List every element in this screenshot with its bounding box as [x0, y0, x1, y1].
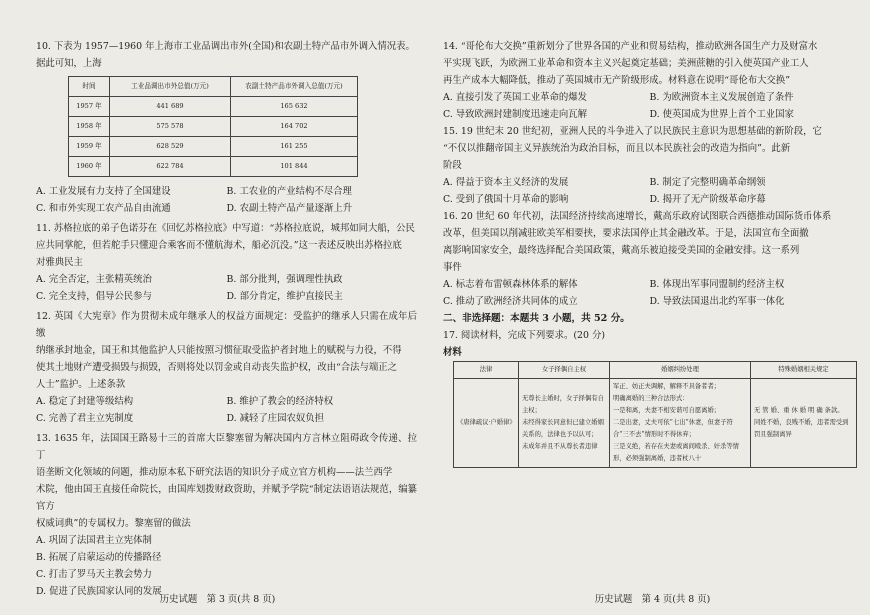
option-a[interactable]: A. 直接引发了英国工业革命的爆发 [443, 92, 587, 103]
table-cell: 无尊长主婚时，女子择偶有自主权； 未经得家长同意但已建立婚姻关系的，法律也予以认可； 未成年并且不从尊长者违律 [519, 379, 610, 468]
question-text: 使其土地财产遭受损毁与损毁，否则将处以罚金或自动丧失监护权，改由“合法与端正之 [36, 362, 398, 373]
question-text: 权威词典”的专属权力。黎塞留的做法 [36, 518, 191, 529]
option-a[interactable]: A. 完全否定，主张精英统治 [36, 274, 152, 285]
question-text: “不仅以推翻帝国主义异族统治为政治目标，而且以本民族社会的改造为指向”。此新 [443, 143, 791, 154]
question-text: 13. 1635 年，法国国王路易十三的首席大臣黎塞留为解决国内方言林立阻碍政令传递、拉丁 [36, 433, 417, 461]
exam-page-4 [435, 0, 870, 615]
question-text: 术院，他由国王直接任命院长，由国库划拨财政资助，并赋予学院“制定法语语法规范，编纂官方 [36, 484, 417, 512]
option-d[interactable]: D. 揭开了无产阶级革命序幕 [649, 194, 766, 205]
table-cell: 1960 年 [69, 157, 110, 177]
question-text: 应共同掌舵，但若舵手只懂迎合乘客而不懂航海术，船必沉没。”这一表述反映出苏格拉底 [36, 240, 402, 251]
option-c[interactable]: C. 导致欧洲封建制度迅速走向瓦解 [443, 109, 588, 120]
option-b[interactable]: B. 工农业的产业结构不尽合理 [226, 186, 352, 197]
question-text: 事件 [443, 262, 462, 273]
table-cell: 622 784 [110, 157, 231, 177]
option-a[interactable]: A. 稳定了封建等级结构 [36, 396, 134, 407]
option-c[interactable]: C. 和市外实现工农产品自由流通 [36, 203, 171, 214]
question-10-options [36, 183, 417, 217]
question-text: 阶段 [443, 160, 462, 171]
option-c[interactable]: C. 完全支持，倡导公民参与 [36, 291, 152, 302]
question-text: 11. 苏格拉底的弟子色诺芬在《回忆苏格拉底》中写道：“苏格拉底说，城邦如同大船，公民 [36, 223, 415, 234]
option-d[interactable]: D. 促进了民族国家认同的发展 [36, 586, 162, 597]
question-text: 平实现飞跃，为欧洲工业革命和资本主义兴起奠定基础；美洲蔗糖的引入使英国产业工人 [443, 58, 809, 69]
table-row [454, 379, 857, 468]
industry-table [68, 76, 358, 177]
section-heading: 二、非选择题：本题共 3 小题，共 52 分。 [443, 313, 630, 324]
option-c[interactable]: C. 打击了罗马天主教会势力 [36, 569, 152, 580]
law-name: 《唐律疏议·户婚律》 [454, 379, 519, 468]
table-header: 婚姻纠纷处理 [610, 362, 751, 379]
question-11 [36, 220, 417, 271]
question-text: 12. 英国《大宪章》作为贯彻未成年继承人的权益方面规定：受监护的继承人只需在成年后缴 [36, 311, 417, 339]
question-text: 纳继承封地金，国王和其他监护人只能按照习惯征取受监护者封地上的赋税与力役，不得 [36, 345, 402, 356]
option-b[interactable]: B. 体现出军事同盟制约经济主权 [649, 279, 785, 290]
table-cell: 628 529 [110, 137, 231, 157]
question-13 [36, 430, 417, 532]
table-cell: 161 255 [231, 137, 358, 157]
option-a[interactable]: A. 工业发展有力支持了全国建设 [36, 186, 171, 197]
table-cell: 无 管 婚、重 休 婚 明 确 条款。 同姓不婚，良贱不婚，违者需受到罚且强制离异 [751, 379, 857, 468]
table-header: 农副土特产品市外调入总值(万元) [231, 77, 358, 97]
table-cell: 164 702 [231, 117, 358, 137]
table-cell: 101 844 [231, 157, 358, 177]
question-text: 15. 19 世纪末 20 世纪初，亚洲人民的斗争进入了以民族民主意识为思想基础的新阶段，它 [443, 126, 822, 137]
question-15 [443, 123, 856, 174]
question-text: 14. “哥伦布大交换”重新划分了世界各国的产业和贸易结构，推动欧洲各国生产力及财富水 [443, 41, 818, 52]
option-d[interactable]: D. 减轻了庄园农奴负担 [226, 413, 325, 424]
table-header: 工业品调出市外总值(万元) [110, 77, 231, 97]
table-header: 法律 [454, 362, 519, 379]
question-text: 改革，但美国以削减驻欧美军相要挟，要求法国停止其金融改革。于是，法国宣布全面撤 [443, 228, 809, 239]
option-c[interactable]: C. 完善了君主立宪制度 [36, 413, 134, 424]
table-row [69, 117, 358, 137]
table-row [69, 137, 358, 157]
table-cell: 军正、妨正夫调解，解释不具备者者； 明确离婚的三种合法形式： 一是和离，夫妻不相安谐可自愿离婚； 二是出妻，丈夫可依“七出”休妻，但妻子符合“三不去”情形时不得休弃； 三是义绝，若存在夫妻或离间殴杀、奸杀等情形，必须强制离婚，违者杖八十 [610, 379, 751, 468]
option-b[interactable]: B. 制定了完整明确革命纲领 [649, 177, 766, 188]
table-header: 女子择偶自主权 [519, 362, 610, 379]
table-row [69, 97, 358, 117]
option-b[interactable]: B. 为欧洲资本主义发展创造了条件 [649, 92, 794, 103]
question-15-options [443, 174, 856, 208]
page-footer: 历史试题 第 3 页(共 8 页) [159, 594, 276, 605]
option-d[interactable]: D. 农副土特产品产量逐渐上升 [226, 203, 353, 214]
table-row [69, 157, 358, 177]
table-header: 时间 [69, 77, 110, 97]
law-table [453, 361, 857, 468]
question-text: 离影响国家安全，最终选择配合美国政策，戴高乐被迫接受美国的金融安排。这一系列 [443, 245, 800, 256]
table-cell: 1958 年 [69, 117, 110, 137]
question-text: 16. 20 世纪 60 年代初，法国经济持续高速增长，戴高乐政府试图联合西德推动国际货币体系 [443, 211, 832, 222]
material-label: 材料 [443, 347, 462, 358]
option-c[interactable]: C. 推动了欧洲经济共同体的成立 [443, 296, 578, 307]
option-a[interactable]: A. 标志着布雷顿森林体系的解体 [443, 279, 578, 290]
table-cell: 575 578 [110, 117, 231, 137]
option-d[interactable]: D. 导致法国退出北约军事一体化 [649, 296, 785, 307]
question-text: 10. 下表为 1957—1960 年上海市工业品调出市外(全国)和农副土特产品市外调入情况表。 [36, 41, 415, 52]
question-11-options [36, 271, 417, 305]
table-cell: 441 689 [110, 97, 231, 117]
page-footer: 历史试题 第 4 页(共 8 页) [594, 594, 711, 605]
option-c[interactable]: C. 受到了俄国十月革命的影响 [443, 194, 569, 205]
question-12 [36, 308, 417, 393]
question-text: 对雅典民主 [36, 257, 83, 268]
option-b[interactable]: B. 部分批判，强调理性执政 [226, 274, 343, 285]
table-cell: 1957 年 [69, 97, 110, 117]
option-b[interactable]: B. 拓展了启蒙运动的传播路径 [36, 552, 162, 563]
question-14 [443, 38, 856, 89]
option-a[interactable]: A. 巩固了法国君主立宪体制 [36, 535, 152, 546]
question-text: 据此可知，上海 [36, 58, 102, 69]
question-text: 人士”监护。上述条款 [36, 379, 126, 390]
question-10 [36, 38, 417, 177]
question-17-stem: 17. 阅读材料，完成下列要求。(20 分) [443, 330, 605, 341]
table-cell: 1959 年 [69, 137, 110, 157]
table-cell: 165 632 [231, 97, 358, 117]
table-header: 特殊婚姻相关规定 [751, 362, 857, 379]
option-a[interactable]: A. 得益于资本主义经济的发展 [443, 177, 569, 188]
question-text: 语垄断文化领域的问题，推动原本私下研究法语的知识分子成立官方机构——法兰西学 [36, 467, 393, 478]
question-14-options [443, 89, 856, 123]
option-b[interactable]: B. 维护了教会的经济特权 [226, 396, 334, 407]
option-d[interactable]: D. 使英国成为世界上首个工业国家 [649, 109, 794, 120]
option-d[interactable]: D. 部分肯定，维护直接民主 [226, 291, 343, 302]
question-16-options [443, 276, 856, 310]
question-16 [443, 208, 856, 276]
question-text: 再生产成本大幅降低，推动了英国城市无产阶级形成。材料意在说明“哥伦布大交换” [443, 75, 791, 86]
question-12-options [36, 393, 417, 427]
